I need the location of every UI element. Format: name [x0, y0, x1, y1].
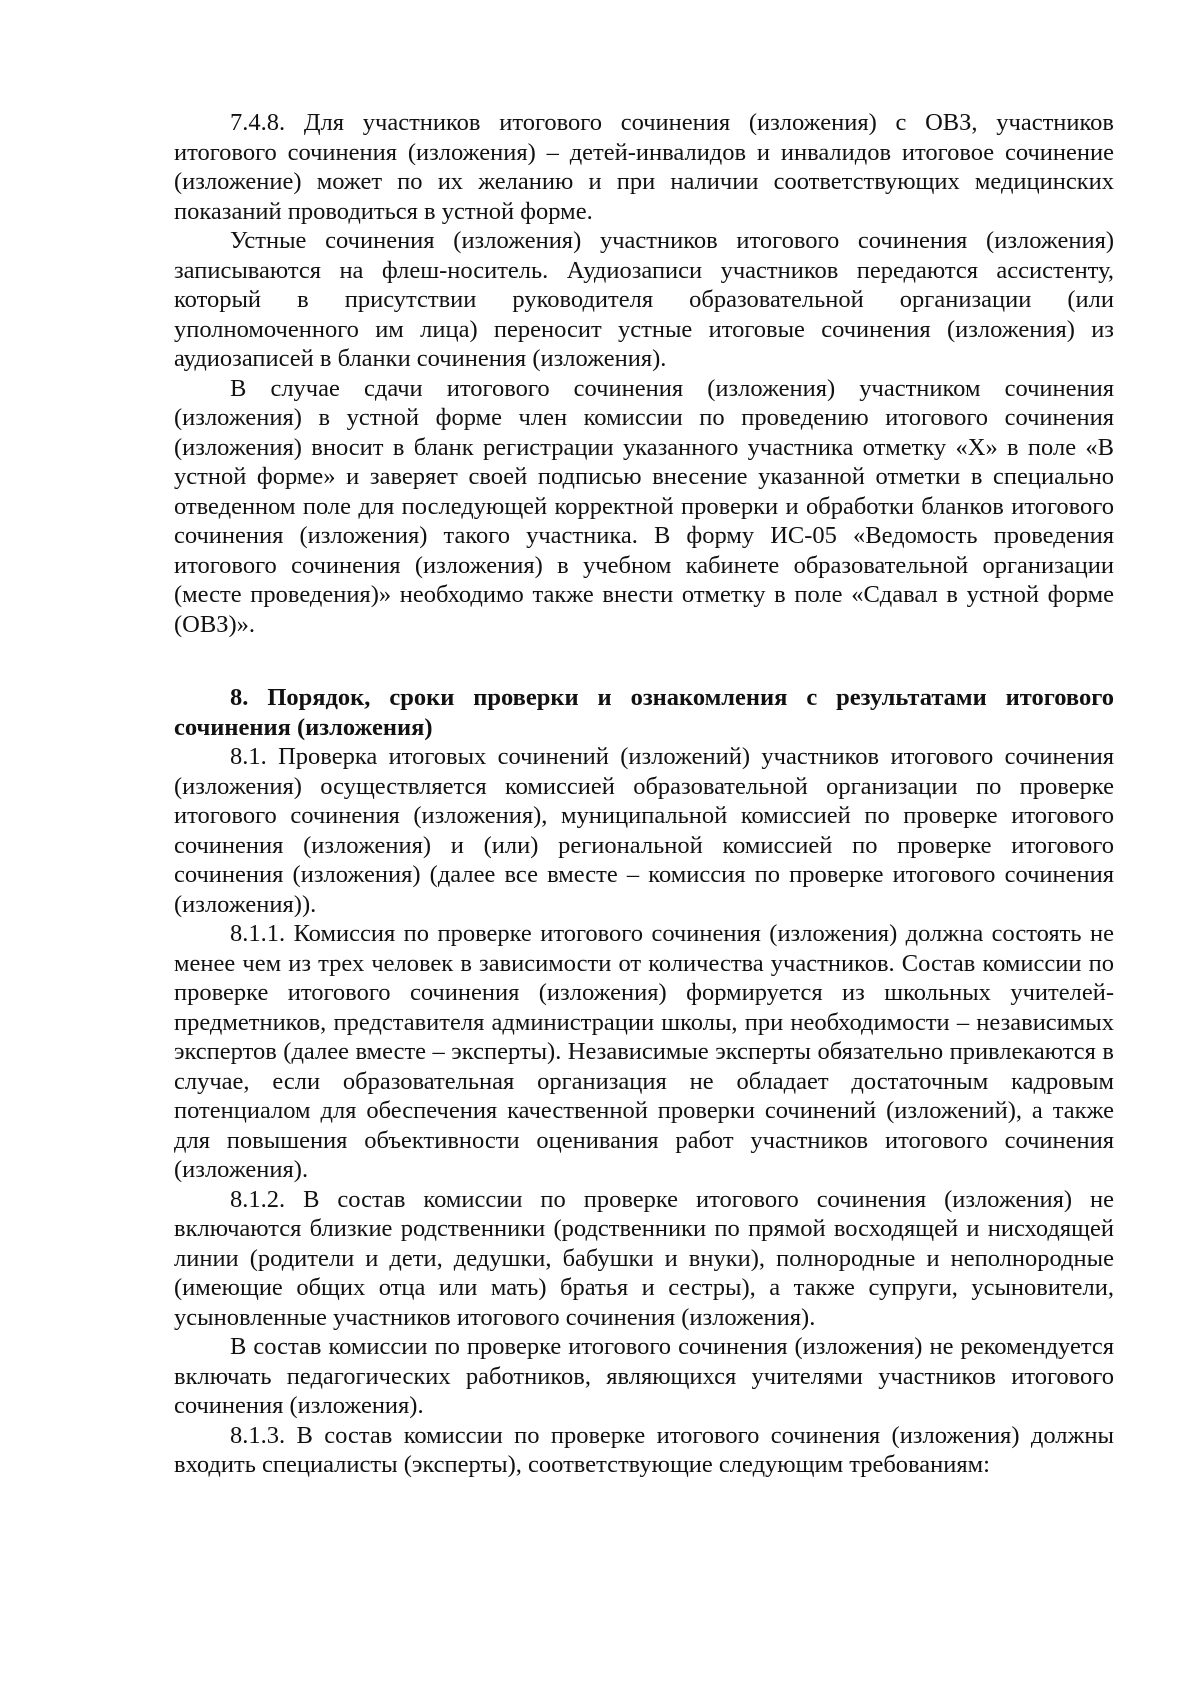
- section-heading-8: 8. Порядок, сроки проверки и ознакомления с результатами итогового сочинения (изложения): [174, 684, 1114, 741]
- document-page: [174, 108, 1114, 1480]
- paragraph-oral-form-mark: В случае сдачи итогового сочинения (изложения) участником сочинения (изложения) в устной форме член комиссии по проведению итогового сочинения (изложения) вносит в бланк регистрации указанного участника отметку «X» в поле «В устной форме» и заверяет своей подписью внесение указанной отметки в специально отведенном поле для последующей корректной проверки и обработки бланков итогового сочинения (изложения) такого участника. В форму ИС-05 «Ведомость проведения итогового сочинения (изложения) в учебном кабинете образовательной организации (месте проведения)» необходимо также внести отметку в поле «Сдавал в устной форме (ОВЗ)».: [174, 374, 1114, 638]
- paragraph-7-4-8: 7.4.8. Для участников итогового сочинения (изложения) с ОВЗ, участников итогового сочинения (изложения) – детей-инвалидов и инвалидов итоговое сочинение (изложение) может по их желанию и при наличии соответствующих медицинских показаний проводиться в устной форме.: [174, 109, 1114, 225]
- paragraph-oral-essays: Устные сочинения (изложения) участников итогового сочинения (изложения) записываются на флеш-носитель. Аудиозаписи участников передаются ассистенту, который в присутствии руководителя образовательной организации (или уполномоченного им лица) переносит устные итоговые сочинения (изложения) из аудиозаписей в бланки сочинения (изложения).: [174, 227, 1114, 372]
- paragraph-not-recommended: В состав комиссии по проверке итогового сочинения (изложения) не рекомендуется включать педагогических работников, являющихся учителями участников итогового сочинения (изложения).: [174, 1333, 1114, 1419]
- paragraph-8-1-2: 8.1.2. В состав комиссии по проверке итогового сочинения (изложения) не включаются близкие родственники (родственники по прямой восходящей и нисходящей линии (родители и дети, дедушки, бабушки и внуки), полнородные и неполнородные (имеющие общих отца или мать) братья и сестры), а также супруги, усыновители, усыновленные участников итогового сочинения (изложения).: [174, 1185, 1114, 1331]
- paragraph-8-1-3: 8.1.3. В состав комиссии по проверке итогового сочинения (изложения) должны входить специалисты (эксперты), соответствующие следующим требованиям:: [174, 1421, 1114, 1478]
- paragraph-8-1: 8.1. Проверка итоговых сочинений (изложений) участников итогового сочинения (изложения) осуществляется комиссией образовательной организации по проверке итогового сочинения (изложения), муниципальной комиссией по проверке итогового сочинения (изложения) и (или) региональной комиссией по проверке итогового сочинения (изложения) (далее все вместе – комиссия по проверке итогового сочинения (изложения)).: [174, 743, 1114, 918]
- paragraph-8-1-1: 8.1.1. Комиссия по проверке итогового сочинения (изложения) должна состоять не менее чем из трех человек в зависимости от количества участников. Состав комиссии по проверке итогового сочинения (изложения) формируется из школьных учителей-предметников, представителя администрации школы, при необходимости – независимых экспертов (далее вместе – эксперты). Независимые эксперты обязательно привлекаются в случае, если образовательная организация не обладает достаточным кадровым потенциалом для обеспечения качественной проверки сочинений (изложений), а также для повышения объективности оценивания работ участников итогового сочинения (изложения).: [174, 920, 1114, 1183]
